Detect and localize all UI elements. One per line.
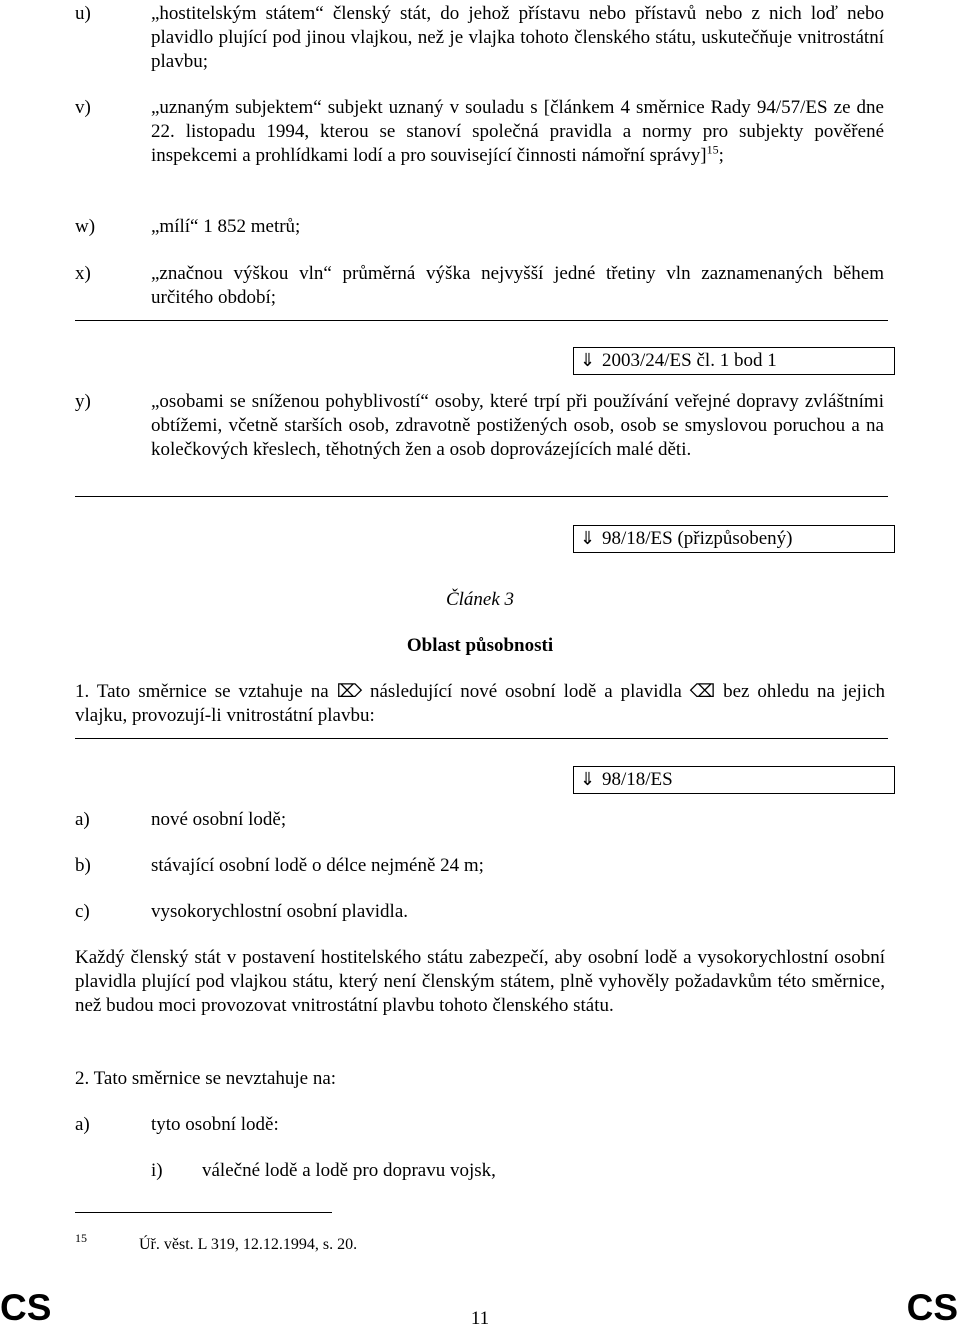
- item-text: vysokorychlostní osobní plavidla.: [151, 901, 409, 922]
- item-text: tyto osobní lodě:: [151, 1114, 279, 1135]
- footnote-number: 15: [75, 1231, 87, 1245]
- item-text: „hostitelským státem“ členský stát, do jehož přístavu nebo přístavů nebo z nich loď nebo plavidlo plující pod jinou vlajkou, než je vlajka tohoto členského státu, uskutečňuje vnitrostátní plavbu;: [151, 3, 884, 72]
- section-divider: [75, 320, 888, 321]
- arrow-down-icon: ⇓: [580, 528, 596, 549]
- language-code-right: CS: [906, 1287, 958, 1328]
- item-label: b): [75, 855, 91, 876]
- insert-marker-icon: ⌦: [336, 681, 363, 702]
- source-reference-box: [573, 766, 895, 794]
- item-text: [151, 96, 884, 168]
- source-reference-text: 98/18/ES: [602, 769, 673, 790]
- item-text: „osobami se sníženou pohyblivostí“ osoby, které trpí při používání veřejné dopravy zvláštními obtížemi, včetně starších osob, zdravotně postižených osob, osob se smyslovou poruchou a na kolečkových křeslech, těhotných žen a osob doprovázejících malé děti.: [151, 391, 884, 460]
- item-text: „značnou výškou vln“ průměrná výška nejvyšší jedné třetiny vln zaznamenaných během určitého období;: [151, 263, 884, 308]
- item-label: a): [75, 1114, 90, 1135]
- arrow-down-icon: ⇓: [580, 350, 596, 371]
- paragraph-1: [75, 680, 885, 728]
- delete-marker-icon: ⌫: [689, 681, 716, 702]
- item-text: nové osobní lodě;: [151, 809, 287, 830]
- item-label: a): [75, 809, 90, 830]
- footnote-separator: [75, 1212, 332, 1213]
- item-label: y): [75, 391, 91, 412]
- paragraph-3: 2. Tato směrnice se nevztahuje na:: [75, 1068, 337, 1089]
- footnote-text: Úř. věst. L 319, 12.12.1994, s. 20.: [139, 1236, 358, 1253]
- paragraph-1-suffix: bez ohledu na jejich vlajku, provozují-li vnitrostátní plavbu:: [75, 681, 886, 726]
- item-label: u): [75, 3, 91, 24]
- source-reference-text: 2003/24/ES čl. 1 bod 1: [602, 350, 777, 371]
- source-reference-text: 98/18/ES (přizpůsobený): [602, 528, 793, 549]
- section-divider: [75, 496, 888, 497]
- item-text: stávající osobní lodě o délce nejméně 24 m;: [151, 855, 484, 876]
- item-label: x): [75, 263, 91, 284]
- article-number: Článek 3: [445, 589, 515, 610]
- section-divider: [75, 738, 888, 739]
- source-reference-box: [573, 525, 895, 553]
- item-label: i): [151, 1160, 163, 1181]
- item-text: „mílí“ 1 852 metrů;: [151, 216, 301, 237]
- source-reference-box: [573, 347, 895, 375]
- item-text-body: „uznaným subjektem“ subjekt uznaný v souladu s [článkem 4 směrnice Rady 94/57/ES ze dne 22. listopadu 1994, kterou se stanoví společná pravidla a normy pro subjekty pověřené inspekcemi a prohlídkami lodí a pro související činnosti námořní správy]: [151, 97, 884, 166]
- article-title: Oblast působnosti: [406, 635, 554, 656]
- item-label: v): [75, 97, 91, 118]
- language-code-left: CS: [0, 1287, 52, 1328]
- arrow-down-icon: ⇓: [580, 769, 596, 790]
- paragraph-1-prefix: 1. Tato směrnice se vztahuje na: [75, 681, 329, 702]
- item-text-tail: ;: [718, 145, 724, 166]
- paragraph-2: Každý členský stát v postavení hostitelského státu zabezpečí, aby osobní lodě a vysokorychlostní osobní plavidla plující pod vlajkou státu, který není členským státem, plně vyhověly požadavkům této směrnice, než budou moci provozovat vnitrostátní plavbu tohoto členského státu.: [75, 947, 885, 1016]
- page-number: 11: [470, 1308, 490, 1329]
- item-text: válečné lodě a lodě pro dopravu vojsk,: [202, 1160, 496, 1181]
- paragraph-1-middle: následující nové osobní lodě a plavidla: [369, 681, 682, 702]
- item-label: c): [75, 901, 90, 922]
- item-label: w): [75, 216, 96, 237]
- footnote-reference[interactable]: 15: [706, 142, 719, 157]
